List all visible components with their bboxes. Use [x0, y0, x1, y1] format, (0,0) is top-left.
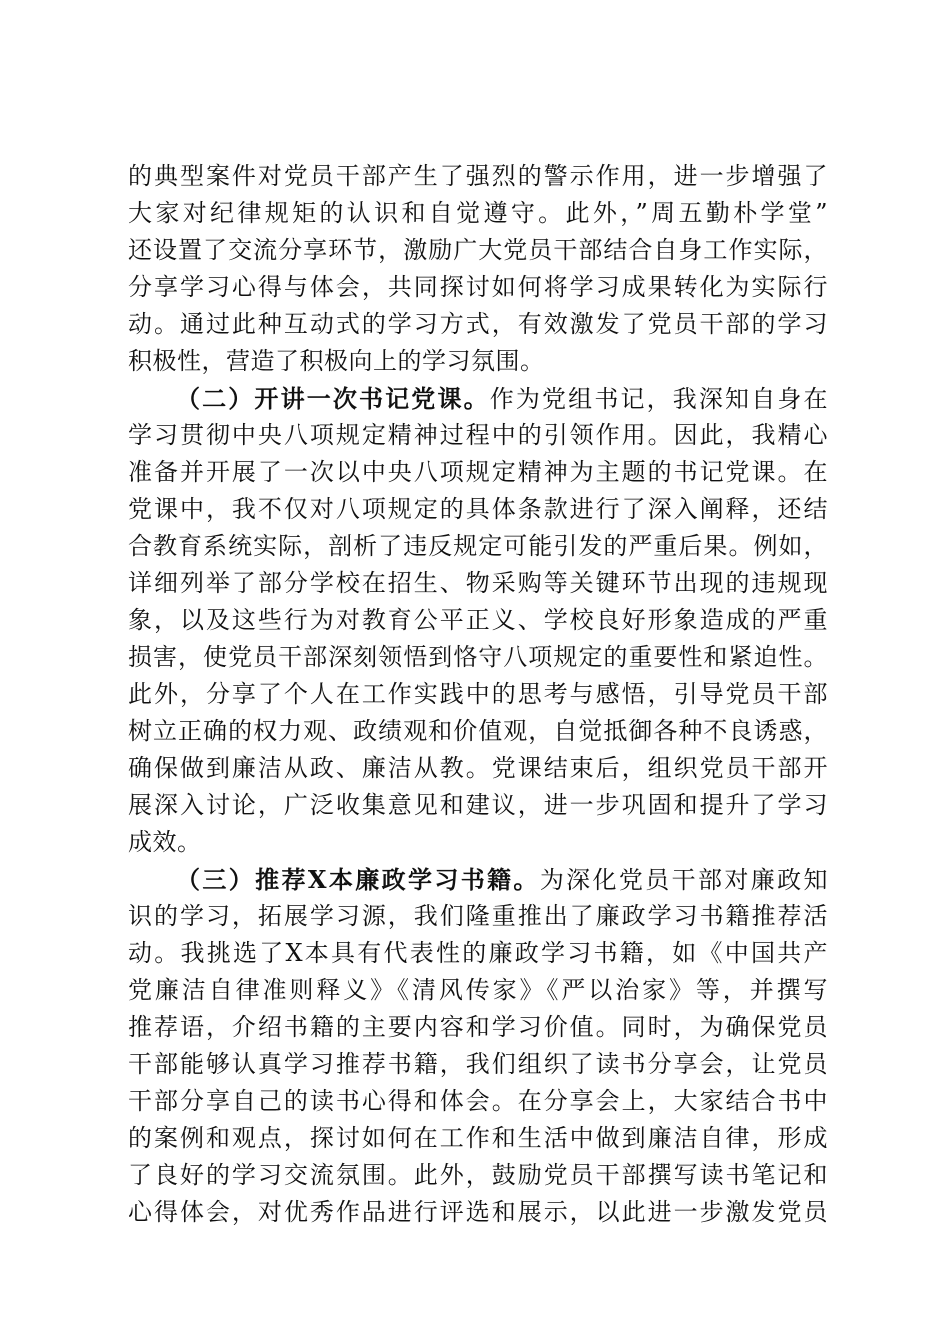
text-line: 合教育系统实际，剖析了违反规定可能引发的严重后果。例如，	[128, 532, 828, 560]
text-line: 积极性，营造了积极向上的学习氛围。	[128, 347, 545, 375]
text-line: 还设置了交流分享环节，激励广大党员干部结合自身工作实际，	[128, 236, 828, 264]
text-line: 干部分享自己的读书心得和体会。在分享会上，大家结合书中	[128, 1087, 828, 1115]
text-line: 推荐语，介绍书籍的主要内容和学习价值。同时，为确保党员	[128, 1013, 828, 1041]
text-line: 动。我挑选了X本具有代表性的廉政学习书籍，如《中国共产	[128, 939, 828, 967]
text-line: 了良好的学习交流氛围。此外，鼓励党员干部撰写读书笔记和	[128, 1161, 828, 1189]
text-line-with-heading	[128, 861, 828, 898]
text-line: 详细列举了部分学校在招生、物采购等关键环节出现的违规现	[128, 569, 828, 597]
text-line: 党课中，我不仅对八项规定的具体条款进行了深入阐释，还结	[128, 495, 828, 523]
text-line: 心得体会，对优秀作品进行评选和展示，以此进一步激发党员	[128, 1198, 828, 1226]
text-line: 象，以及这些行为对教育公平正义、学校良好形象造成的严重	[128, 606, 828, 634]
text-line: 的案例和观点，探讨如何在工作和生活中做到廉洁自律，形成	[128, 1124, 828, 1152]
text-line: 识的学习，拓展学习源，我们隆重推出了廉政学习书籍推荐活	[128, 902, 828, 930]
text-line: 展深入讨论，广泛收集意见和建议，进一步巩固和提升了学习	[128, 791, 828, 819]
text-span: 为深化党员干部对廉政知	[539, 866, 828, 894]
text-line: 此外，分享了个人在工作实践中的思考与感悟，引导党员干部	[128, 680, 828, 708]
document-body	[128, 158, 828, 1231]
text-span: 作为党组书记，我深知自身在	[489, 385, 828, 413]
text-line: 党廉洁自律准则释义》《清风传家》《严以治家》等，并撰写	[128, 976, 828, 1004]
text-line: 准备并开展了一次以中央八项规定精神为主题的书记党课。在	[128, 458, 828, 486]
text-line: 分享学习心得与体会，共同探讨如何将学习成果转化为实际行	[128, 273, 828, 301]
text-line-with-heading	[128, 380, 828, 417]
text-line: 树立正确的权力观、政绩观和价值观，自觉抵御各种不良诱惑，	[128, 717, 828, 745]
text-line: 成效。	[128, 828, 202, 856]
text-line: 动。通过此种互动式的学习方式，有效激发了党员干部的学习	[128, 310, 828, 338]
text-line: 确保做到廉洁从政、廉洁从教。党课结束后，组织党员干部开	[128, 754, 828, 782]
text-line: 损害，使党员干部深刻领悟到恪守八项规定的重要性和紧迫性。	[128, 643, 828, 671]
text-line: 的典型案件对党员干部产生了强烈的警示作用，进一步增强了	[128, 162, 828, 190]
text-line: 学习贯彻中央八项规定精神过程中的引领作用。因此，我精心	[128, 421, 828, 449]
section-heading-2: （二）开讲一次书记党课。	[176, 384, 490, 413]
text-line: 大家对纪律规矩的认识和自觉遵守。此外，”周五勤朴学堂”	[128, 199, 828, 227]
section-heading-3: （三）推荐X本廉政学习书籍。	[176, 865, 540, 894]
text-line: 干部能够认真学习推荐书籍，我们组织了读书分享会，让党员	[128, 1050, 828, 1078]
